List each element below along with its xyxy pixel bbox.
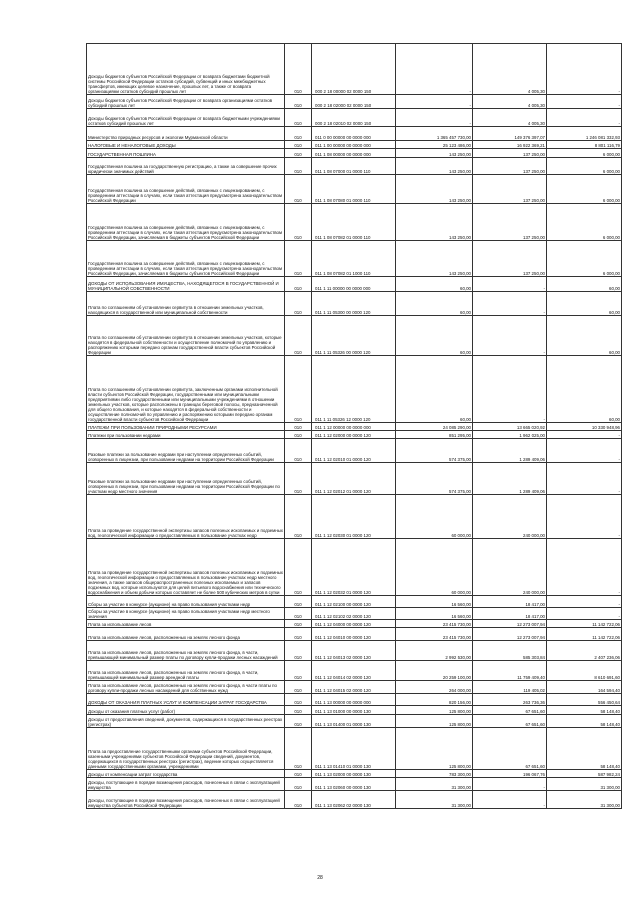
row-kbk: 011 1 11 05300 00 0000 120 xyxy=(312,292,396,316)
row-executed: 18 417,00 xyxy=(473,596,547,608)
row-name: Государственная пошлина за совершение действий, связанных с лицензированием, с проведением аттестации в случаях, если такая аттестация предусмотрена законодательством Российской Федерации, зачисляемая в бюджеты субъектов Российской Федерации xyxy=(87,204,285,241)
table-row xyxy=(87,694,622,706)
row-kbk: 011 1 08 07000 01 0000 110 xyxy=(312,158,396,175)
row-name: Государственная пошлина за совершение действий, связанных с лицензированием, с проведением аттестации в случаях, если такая аттестация предусмотрена законодательством Российской Федерации xyxy=(87,175,285,204)
row-code: 010 xyxy=(285,628,312,641)
row-planned: - xyxy=(396,95,473,109)
row-code: 010 xyxy=(285,495,312,539)
row-planned: 24 085 290,00 xyxy=(396,423,473,431)
table-row xyxy=(87,715,622,728)
row-remaining: 11 142 722,06 xyxy=(547,628,622,641)
row-code: 010 xyxy=(285,277,312,292)
row-code: 010 xyxy=(285,95,312,109)
row-planned: 16 560,00 xyxy=(396,596,473,608)
table-row xyxy=(87,356,622,423)
table-row xyxy=(87,109,622,127)
row-code: 010 xyxy=(285,694,312,706)
row-remaining: - xyxy=(547,463,622,495)
table-row xyxy=(87,608,622,620)
table-row xyxy=(87,439,622,463)
row-name: Доходы бюджетов субъектов Российской Федерации от возврата бюджетами бюджетной системы Российской Федерации остатков субсидий, субвенций и иных межбюджетных трансфертов, имеющих целевое назначение, прошлых лет, а также от возврата организациями остатков субсидий прошлых лет xyxy=(87,44,285,95)
row-planned: 60,00 xyxy=(396,292,473,316)
row-planned: 60,00 xyxy=(396,316,473,356)
row-kbk: 000 2 18 02000 02 0000 150 xyxy=(312,95,396,109)
table-row xyxy=(87,791,622,809)
row-executed: - xyxy=(473,791,547,809)
row-code: 010 xyxy=(285,431,312,439)
row-planned: 23 415 730,00 xyxy=(396,628,473,641)
row-planned: 783 300,00 xyxy=(396,770,473,778)
row-name: Сборы за участие в конкурсе (аукционе) на право пользования участками недр местного значения xyxy=(87,608,285,620)
row-executed: 16 922 369,21 xyxy=(473,141,547,149)
row-name: Плата по соглашениям об установлении сервитута в отношении земельных участков, которые находятся в федеральной собственности и осуществление полномочий по управлению и распоряжению которыми передано органам государственной власти субъектов Российской Федерации xyxy=(87,316,285,356)
row-code: 010 xyxy=(285,463,312,495)
row-remaining: 60,00 xyxy=(547,316,622,356)
row-name: Государственная пошлина за государственную регистрацию, а также за совершение прочих юридически значимых действий xyxy=(87,158,285,175)
row-name: Плата за использование лесов, расположенных на землях лесного фонда, в части, превышающей минимальный размер арендной платы xyxy=(87,661,285,681)
row-executed: - xyxy=(473,277,547,292)
row-planned: 31 300,00 xyxy=(396,791,473,809)
table-row xyxy=(87,620,622,628)
row-name: Плата за использование лесов, расположенных на землях лесного фонда, в части платы по договору купли-продажи лесных насаждений для собственных нужд xyxy=(87,681,285,694)
row-code: 010 xyxy=(285,127,312,141)
row-executed: 4 005,30 xyxy=(473,44,547,95)
row-code: 010 xyxy=(285,706,312,715)
row-planned: 25 123 486,00 xyxy=(396,141,473,149)
row-kbk: 011 1 13 02062 02 0000 130 xyxy=(312,791,396,809)
row-remaining: 58 148,40 xyxy=(547,728,622,770)
page-number: 28 xyxy=(317,875,323,881)
row-planned: 31 300,00 xyxy=(396,778,473,791)
row-code: 010 xyxy=(285,241,312,277)
row-name: ДОХОДЫ ОТ ИСПОЛЬЗОВАНИЯ ИМУЩЕСТВА, НАХОДЯЩЕГОСЯ В ГОСУДАРСТВЕННОЙ И МУНИЦИПАЛЬНОЙ СОБСТВЕННОСТИ xyxy=(87,277,285,292)
row-executed: 137 250,00 xyxy=(473,241,547,277)
row-name: Плата за проведение государственной экспертизы запасов полезных ископаемых и подземных вод, геологической информации о предоставляемых в пользование участках недр местного значения, а также запасов общераспространенных полезных ископаемых и запасов подземных вод, которые используются для целей питьевого водоснабжения или технического водоснабжения и объем добычи которых составляет не более 500 кубических метров в сутки xyxy=(87,539,285,596)
row-code: 010 xyxy=(285,596,312,608)
row-kbk: 011 1 12 04010 00 0000 120 xyxy=(312,628,396,641)
row-code: 010 xyxy=(285,539,312,596)
table-row xyxy=(87,495,622,539)
row-code: 010 xyxy=(285,608,312,620)
row-name: Сборы за участие в конкурсе (аукционе) на право пользования участками недр xyxy=(87,596,285,608)
row-executed: 12 273 007,94 xyxy=(473,628,547,641)
table-row xyxy=(87,204,622,241)
row-code: 010 xyxy=(285,620,312,628)
row-code: 010 xyxy=(285,141,312,149)
row-kbk: 011 1 00 00000 00 0000 000 xyxy=(312,141,396,149)
row-executed: 13 665 020,92 xyxy=(473,423,547,431)
row-remaining: 11 142 722,06 xyxy=(547,620,622,628)
table-row xyxy=(87,149,622,158)
row-code: 010 xyxy=(285,316,312,356)
row-code: 010 xyxy=(285,641,312,661)
row-kbk: 000 2 18 00000 02 0000 150 xyxy=(312,44,396,95)
row-remaining: 6 000,00 xyxy=(547,149,622,158)
row-code: 010 xyxy=(285,778,312,791)
row-kbk: 011 1 12 02102 02 0000 120 xyxy=(312,608,396,620)
row-name: Доходы от компенсации затрат государства xyxy=(87,770,285,778)
table-row xyxy=(87,127,622,141)
row-name: Плата за предоставление государственными органами субъектов Российской Федерации, казенными учреждениями субъектов Российской Федерации сведений, документов, содержащихся в государственных реестрах (регистрах), ведение которых осуществляется данными государственными органами, учреждениями xyxy=(87,728,285,770)
row-planned: 143 250,00 xyxy=(396,158,473,175)
row-executed: - xyxy=(473,292,547,316)
row-code: 010 xyxy=(285,158,312,175)
row-planned: 143 250,00 xyxy=(396,175,473,204)
row-kbk: 011 1 13 01410 01 0000 130 xyxy=(312,728,396,770)
row-name: НАЛОГОВЫЕ И НЕНАЛОГОВЫЕ ДОХОДЫ xyxy=(87,141,285,149)
row-remaining: 2 407 236,06 xyxy=(547,641,622,661)
row-code: 010 xyxy=(285,791,312,809)
row-executed: 12 273 007,94 xyxy=(473,620,547,628)
row-kbk: 011 1 12 00000 00 0000 000 xyxy=(312,423,396,431)
table-row xyxy=(87,44,622,95)
row-planned: 125 800,00 xyxy=(396,715,473,728)
row-kbk: 011 1 08 07082 01 0000 110 xyxy=(312,204,396,241)
row-planned: 125 800,00 xyxy=(396,706,473,715)
row-kbk: 011 1 12 04014 02 0000 120 xyxy=(312,661,396,681)
row-remaining: 587 982,24 xyxy=(547,770,622,778)
table-row xyxy=(87,706,622,715)
row-executed: 240 000,00 xyxy=(473,495,547,539)
row-remaining: - xyxy=(547,109,622,127)
row-executed: 11 759 409,40 xyxy=(473,661,547,681)
row-planned: 60,00 xyxy=(396,356,473,423)
row-planned: 20 259 100,00 xyxy=(396,661,473,681)
row-executed: 263 736,36 xyxy=(473,694,547,706)
row-code: 010 xyxy=(285,356,312,423)
row-executed: 196 067,76 xyxy=(473,770,547,778)
table-row xyxy=(87,95,622,109)
row-kbk: 011 1 12 04000 00 0000 120 xyxy=(312,620,396,628)
row-planned: 820 156,00 xyxy=(396,694,473,706)
table-row xyxy=(87,539,622,596)
table-row xyxy=(87,292,622,316)
row-name: Разовые платежи за пользование недрами при наступлении определенных событий, оговоренных в лицензии, при пользовании недрами на территории Российской Федерации по участкам недр местного значения xyxy=(87,463,285,495)
table-row xyxy=(87,596,622,608)
row-kbk: 011 1 08 00000 00 0000 000 xyxy=(312,149,396,158)
row-kbk: 011 1 13 01400 01 0000 130 xyxy=(312,715,396,728)
row-code: 010 xyxy=(285,204,312,241)
row-remaining: 6 000,00 xyxy=(547,204,622,241)
row-code: 010 xyxy=(285,175,312,204)
row-kbk: 011 0 00 00000 00 0000 000 xyxy=(312,127,396,141)
report-sheet xyxy=(86,43,621,809)
row-executed: 585 303,84 xyxy=(473,641,547,661)
row-name: Доходы, поступающие в порядке возмещения расходов, понесенных в связи с эксплуатацией имущества xyxy=(87,778,285,791)
row-remaining: 58 148,40 xyxy=(547,706,622,715)
row-kbk: 011 1 13 02000 00 0000 130 xyxy=(312,770,396,778)
row-remaining: 6 000,00 xyxy=(547,158,622,175)
row-remaining: 31 300,00 xyxy=(547,778,622,791)
row-executed: 1 962 025,00 xyxy=(473,431,547,439)
row-kbk: 011 1 12 02032 01 0000 120 xyxy=(312,539,396,596)
table-row xyxy=(87,728,622,770)
row-code: 010 xyxy=(285,149,312,158)
row-remaining: - xyxy=(547,539,622,596)
table-row xyxy=(87,778,622,791)
row-executed: 67 651,60 xyxy=(473,728,547,770)
row-remaining: 10 330 948,96 xyxy=(547,423,622,431)
row-name: ПЛАТЕЖИ ПРИ ПОЛЬЗОВАНИИ ПРИРОДНЫМИ РЕСУРСАМИ xyxy=(87,423,285,431)
row-executed: 4 005,30 xyxy=(473,95,547,109)
row-planned: 1 365 457 730,00 xyxy=(396,127,473,141)
row-name: ГОСУДАРСТВЕННАЯ ПОШЛИНА xyxy=(87,149,285,158)
row-remaining: 8 801 116,79 xyxy=(547,141,622,149)
row-executed: 1 289 409,06 xyxy=(473,439,547,463)
row-executed: 149 376 397,07 xyxy=(473,127,547,141)
table-row xyxy=(87,316,622,356)
row-executed: 137 250,00 xyxy=(473,158,547,175)
row-remaining: 8 610 691,60 xyxy=(547,661,622,681)
row-planned: 574 375,00 xyxy=(396,463,473,495)
revenue-table xyxy=(86,43,622,809)
row-name: Плата по соглашениям об установлении сервитута, заключенным органами исполнительной власти субъектов Российской Федерации, государственными или муниципальными предприятиями либо государственными или муниципальными учреждениями в отношении земельных участков, которые расположены в границах береговой полосы, предназначенной для общего пользования, и которые находятся в федеральной собственности и осуществление полномочий по управлению и распоряжению которыми передано органам государственной власти субъектов Российской Федерации xyxy=(87,356,285,423)
table-row xyxy=(87,431,622,439)
row-remaining: - xyxy=(547,439,622,463)
table-row xyxy=(87,770,622,778)
row-remaining: 164 594,40 xyxy=(547,681,622,694)
row-name: Плата по соглашениям об установлении сервитута в отношении земельных участков, находящихся в государственной или муниципальной собственности xyxy=(87,292,285,316)
row-executed: 18 417,00 xyxy=(473,608,547,620)
row-kbk: 011 1 12 04013 02 0000 120 xyxy=(312,641,396,661)
row-remaining: 60,00 xyxy=(547,292,622,316)
row-kbk: 011 1 12 04015 02 0000 120 xyxy=(312,681,396,694)
row-executed: 119 405,02 xyxy=(473,681,547,694)
row-planned: 574 375,00 xyxy=(396,439,473,463)
row-code: 010 xyxy=(285,292,312,316)
row-executed: 1 289 409,06 xyxy=(473,463,547,495)
row-kbk: 000 2 18 02010 02 0000 150 xyxy=(312,109,396,127)
table-row xyxy=(87,241,622,277)
row-remaining: - xyxy=(547,95,622,109)
row-name: Доходы бюджетов субъектов Российской Федерации от возврата организациями остатков субсидий прошлых лет xyxy=(87,95,285,109)
row-planned: 143 250,00 xyxy=(396,241,473,277)
row-remaining: 58 148,40 xyxy=(547,715,622,728)
table-row xyxy=(87,681,622,694)
row-remaining: 31 300,00 xyxy=(547,791,622,809)
row-kbk: 011 1 12 02010 01 0000 120 xyxy=(312,439,396,463)
row-name: Государственная пошлина за совершение действий, связанных с лицензированием, с проведением аттестации в случаях, если такая аттестация предусмотрена законодательством Российской Федерации, зачисляемая в бюджеты субъектов Российской Федерации xyxy=(87,241,285,277)
table-row xyxy=(87,641,622,661)
row-kbk: 011 1 13 00000 00 0000 000 xyxy=(312,694,396,706)
row-code: 010 xyxy=(285,715,312,728)
row-remaining: 60,00 xyxy=(547,277,622,292)
table-row xyxy=(87,141,622,149)
row-code: 010 xyxy=(285,770,312,778)
row-remaining: 60,00 xyxy=(547,356,622,423)
row-code: 010 xyxy=(285,109,312,127)
table-row xyxy=(87,277,622,292)
row-planned: 23 415 730,00 xyxy=(396,620,473,628)
row-executed: 137 250,00 xyxy=(473,175,547,204)
table-row xyxy=(87,175,622,204)
row-planned: - xyxy=(396,44,473,95)
row-executed: 67 651,60 xyxy=(473,706,547,715)
row-code: 010 xyxy=(285,439,312,463)
row-name: Разовые платежи за пользование недрами при наступлении определенных событий, оговоренных в лицензии, при пользовании недрами на территории Российской Федерации xyxy=(87,439,285,463)
row-kbk: 011 1 08 07082 01 1000 110 xyxy=(312,241,396,277)
row-planned: 125 800,00 xyxy=(396,728,473,770)
row-code: 010 xyxy=(285,661,312,681)
row-kbk: 011 1 11 00000 00 0000 000 xyxy=(312,277,396,292)
row-planned: 60 000,00 xyxy=(396,495,473,539)
table-row xyxy=(87,661,622,681)
row-planned: 143 250,00 xyxy=(396,204,473,241)
row-remaining: 556 450,64 xyxy=(547,694,622,706)
row-planned: 851 295,00 xyxy=(396,431,473,439)
row-kbk: 011 1 11 05326 00 0000 120 xyxy=(312,316,396,356)
table-row xyxy=(87,463,622,495)
table-row xyxy=(87,628,622,641)
row-planned: 16 560,00 xyxy=(396,608,473,620)
row-code: 010 xyxy=(285,681,312,694)
row-remaining: - xyxy=(547,44,622,95)
row-remaining: - xyxy=(547,495,622,539)
row-name: Плата за использование лесов, расположенных на землях лесного фонда xyxy=(87,628,285,641)
row-name: Плата за использование лесов xyxy=(87,620,285,628)
row-kbk: 011 1 11 05326 12 0000 120 xyxy=(312,356,396,423)
row-kbk: 011 1 12 02100 00 0000 120 xyxy=(312,596,396,608)
row-remaining: - xyxy=(547,608,622,620)
row-executed: - xyxy=(473,356,547,423)
row-remaining: - xyxy=(547,596,622,608)
row-name: Плата за использование лесов, расположенных на землях лесного фонда, в части, превышающей минимальный размер платы по договору купли-продажи лесных насаждений xyxy=(87,641,285,661)
row-code: 010 xyxy=(285,423,312,431)
row-planned: 2 992 530,00 xyxy=(396,641,473,661)
row-kbk: 011 1 12 02000 00 0000 120 xyxy=(312,431,396,439)
row-kbk: 011 1 13 01000 00 0000 130 xyxy=(312,706,396,715)
row-name: Доходы от предоставления сведений, документов, содержащихся в государственных реестрах (регистрах) xyxy=(87,715,285,728)
row-executed: 137 250,00 xyxy=(473,149,547,158)
row-executed: 4 005,30 xyxy=(473,109,547,127)
row-executed: - xyxy=(473,778,547,791)
row-name: Доходы от оказания платных услуг (работ) xyxy=(87,706,285,715)
row-name: Доходы бюджетов субъектов Российской Федерации от возврата бюджетными учреждениями остатков субсидий прошлых лет xyxy=(87,109,285,127)
row-executed: 137 250,00 xyxy=(473,204,547,241)
row-name: Платежи при пользовании недрами xyxy=(87,431,285,439)
row-kbk: 011 1 13 02060 00 0000 130 xyxy=(312,778,396,791)
row-planned: 143 250,00 xyxy=(396,149,473,158)
row-executed: 240 000,00 xyxy=(473,539,547,596)
row-planned: 264 000,00 xyxy=(396,681,473,694)
row-executed: - xyxy=(473,316,547,356)
row-remaining: - xyxy=(547,431,622,439)
row-code: 010 xyxy=(285,44,312,95)
row-name: ДОХОДЫ ОТ ОКАЗАНИЯ ПЛАТНЫХ УСЛУГ И КОМПЕНСАЦИИ ЗАТРАТ ГОСУДАРСТВА xyxy=(87,694,285,706)
row-name: Доходы, поступающие в порядке возмещения расходов, понесенных в связи с эксплуатацией имущества субъектов Российской Федерации xyxy=(87,791,285,809)
table-row xyxy=(87,158,622,175)
row-kbk: 011 1 08 07080 01 0000 110 xyxy=(312,175,396,204)
row-planned: 60,00 xyxy=(396,277,473,292)
row-name: Плата за проведение государственной экспертизы запасов полезных ископаемых и подземных вод, геологической информации о предоставляемых в пользование участках недр xyxy=(87,495,285,539)
row-kbk: 011 1 12 02030 01 0000 120 xyxy=(312,495,396,539)
row-name: Министерство природных ресурсов и экологии Мурманской области xyxy=(87,127,285,141)
table-row xyxy=(87,423,622,431)
row-planned: - xyxy=(396,109,473,127)
row-kbk: 011 1 12 02012 01 0000 120 xyxy=(312,463,396,495)
row-planned: 60 000,00 xyxy=(396,539,473,596)
row-remaining: 6 000,00 xyxy=(547,175,622,204)
row-remaining: 6 000,00 xyxy=(547,241,622,277)
row-remaining: 1 246 081 332,93 xyxy=(547,127,622,141)
row-executed: 67 651,60 xyxy=(473,715,547,728)
row-code: 010 xyxy=(285,728,312,770)
